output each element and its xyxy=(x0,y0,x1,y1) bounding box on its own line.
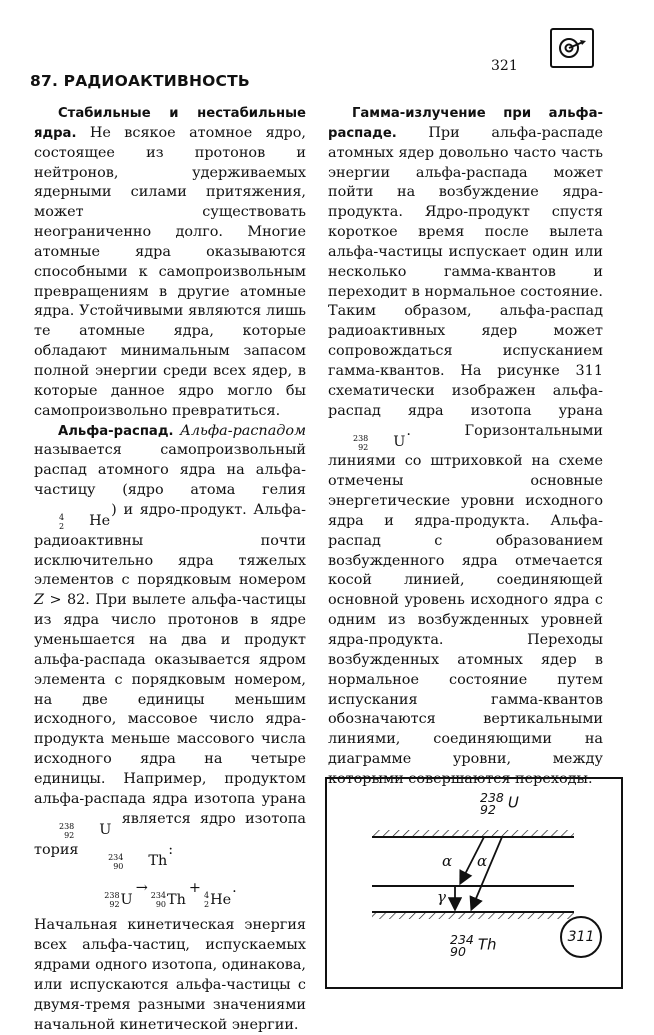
charge-number: 92 xyxy=(64,830,75,840)
paragraph-text: является ядро изотопа тория xyxy=(34,810,306,858)
run-in-heading: Гамма-излучение при альфа-распаде. xyxy=(328,106,603,141)
figure-311-decay-diagram xyxy=(324,776,624,990)
mass-number: 238 xyxy=(353,433,369,443)
equation-period: . xyxy=(232,880,237,897)
isotope-thorium xyxy=(151,891,186,911)
charge-number: 2 xyxy=(203,900,210,910)
mass-number: 234 xyxy=(150,891,167,901)
charge-number: 92 xyxy=(109,900,120,910)
left-column xyxy=(34,104,306,1035)
isotope-helium xyxy=(204,891,231,911)
decay-equation xyxy=(34,879,306,910)
right-column xyxy=(328,104,603,790)
gamma-label: γ xyxy=(437,888,446,906)
radioactivity-section-icon xyxy=(550,28,594,68)
figure-number: 311 xyxy=(560,916,602,958)
mass-number: 234 xyxy=(450,932,474,947)
run-in-heading: Альфа-распад. xyxy=(58,423,174,439)
element-symbol: He xyxy=(210,891,232,908)
mass-number: 238 xyxy=(59,821,75,831)
paragraph-gamma-emission xyxy=(328,104,603,790)
thorium-label xyxy=(450,934,497,958)
mass-number: 238 xyxy=(104,891,120,901)
mass-number: 238 xyxy=(480,790,504,805)
element-symbol: U xyxy=(99,821,112,838)
uranium-level-hatch xyxy=(372,830,574,837)
paragraph-stable-nuclei xyxy=(34,104,306,422)
alpha-label: α xyxy=(477,852,488,870)
paragraph-kinetic-energy: Начальная кинетическая энергия всех альфа-частиц, испускаемых ядрами одного изотопа, одинакова, или испускаются альфа-частицы с двумя-тремя разными значениями начальной кинетической энергии. xyxy=(34,917,306,1033)
isotope-helium xyxy=(35,512,110,532)
plus-sign: + xyxy=(188,880,201,897)
element-symbol: Th xyxy=(167,891,186,908)
thorium-level-hatch xyxy=(372,912,574,919)
paragraph-text: При альфа-распаде атомных ядер довольно часто часть энергии альфа-распада может пойти на возбуждение ядра-продукта. Ядро-продукт спустя короткое время после вылета альфа-частицы испускает один или несколько гамма-квантов и переходит в нормальное состояние. Таким образом, альфа-распад радиоактивных ядер может сопровождаться испусканием гамма-квантов. На рисунке 311 схематически изображен альфа-распад ядра изотопа урана xyxy=(328,124,603,419)
paragraph-text: . Горизонтальными линиями со штриховкой на схеме отмечены основные энергетические уровни исходного ядра и ядра-продукта. Альфа-распад с образованием возбужденного ядра отмечается косой линией, соединяющей основной уровень исходного ядра с одним из возбужденных уровней ядра-продукта. Переходы возбужденных атомных ядер в нормальное состояние путем испускания гамма-квантов обозначаются вертикальными линиями, соединяющими на диаграмме уровни, между которыми совершаются переходы. xyxy=(328,422,603,787)
section-title: 87. РАДИОАКТИВНОСТЬ xyxy=(30,72,250,90)
element-symbol: Th xyxy=(148,852,168,869)
element-symbol: U xyxy=(507,793,519,812)
element-symbol: U xyxy=(393,433,406,450)
isotope-thorium xyxy=(84,852,167,872)
charge-number: 90 xyxy=(450,944,466,959)
mass-number: 4 xyxy=(59,512,65,522)
charge-number: 90 xyxy=(155,900,167,910)
charge-number: 2 xyxy=(59,521,65,531)
paragraph-text: ) и ядро-продукт. Альфа-радиоактивны почти исключительно ядра тяжелых элементов с порядковым номером xyxy=(34,501,306,589)
mass-number: 4 xyxy=(203,891,210,901)
reaction-arrow: → xyxy=(135,880,148,897)
charge-number: 90 xyxy=(113,861,124,871)
element-symbol: U xyxy=(120,891,133,908)
run-in-heading: Стабильные и нестабильные ядра. xyxy=(34,106,306,141)
paragraph-text: называется самопроизвольный распад атомного ядра на альфа-частицу (ядро атома гелия xyxy=(34,442,306,499)
defined-term: Альфа-распадом xyxy=(173,422,306,439)
charge-number: 92 xyxy=(358,442,369,452)
isotope-uranium xyxy=(329,433,405,453)
paragraph-text: Не всякое атомное ядро, состоящее из протонов и нейтронов, удерживаемых ядерными силами притяжения, может существовать неограниченно долго. Многие атомные ядра оказываются способными к самопроизвольным превращениям в другие атомные ядра. Устойчивыми являются лишь те атомные ядра, которые обладают минимальным запасом полной энергии среди всех ядер, в которые данное ядро могло бы самопроизвольно превратиться. xyxy=(34,124,306,419)
isotope-uranium xyxy=(35,821,111,841)
charge-number: 92 xyxy=(480,802,496,817)
alpha-label: α xyxy=(442,852,453,870)
element-symbol: He xyxy=(89,512,111,529)
mass-number: 234 xyxy=(108,852,124,862)
element-symbol: Th xyxy=(477,935,497,954)
uranium-label xyxy=(480,792,519,816)
isotope-uranium xyxy=(104,891,132,911)
paragraph-alpha-decay xyxy=(34,422,306,872)
paragraph-text: > 82. При вылете альфа-частицы из ядра число протонов в ядре уменьшается на два и продукт альфа-распада оказывается ядром элемента с порядковым номером, на две единицы меньшим исходного, массовое число ядра-продукта меньше массового числа исходного ядра на четыре единицы. Например, продуктом альфа-распада ядра изотопа урана xyxy=(34,592,306,807)
variable-z: Z xyxy=(34,592,44,609)
page-number: 321 xyxy=(491,58,518,74)
alpha-transition-ground xyxy=(472,837,502,908)
paragraph-text: : xyxy=(168,841,174,858)
